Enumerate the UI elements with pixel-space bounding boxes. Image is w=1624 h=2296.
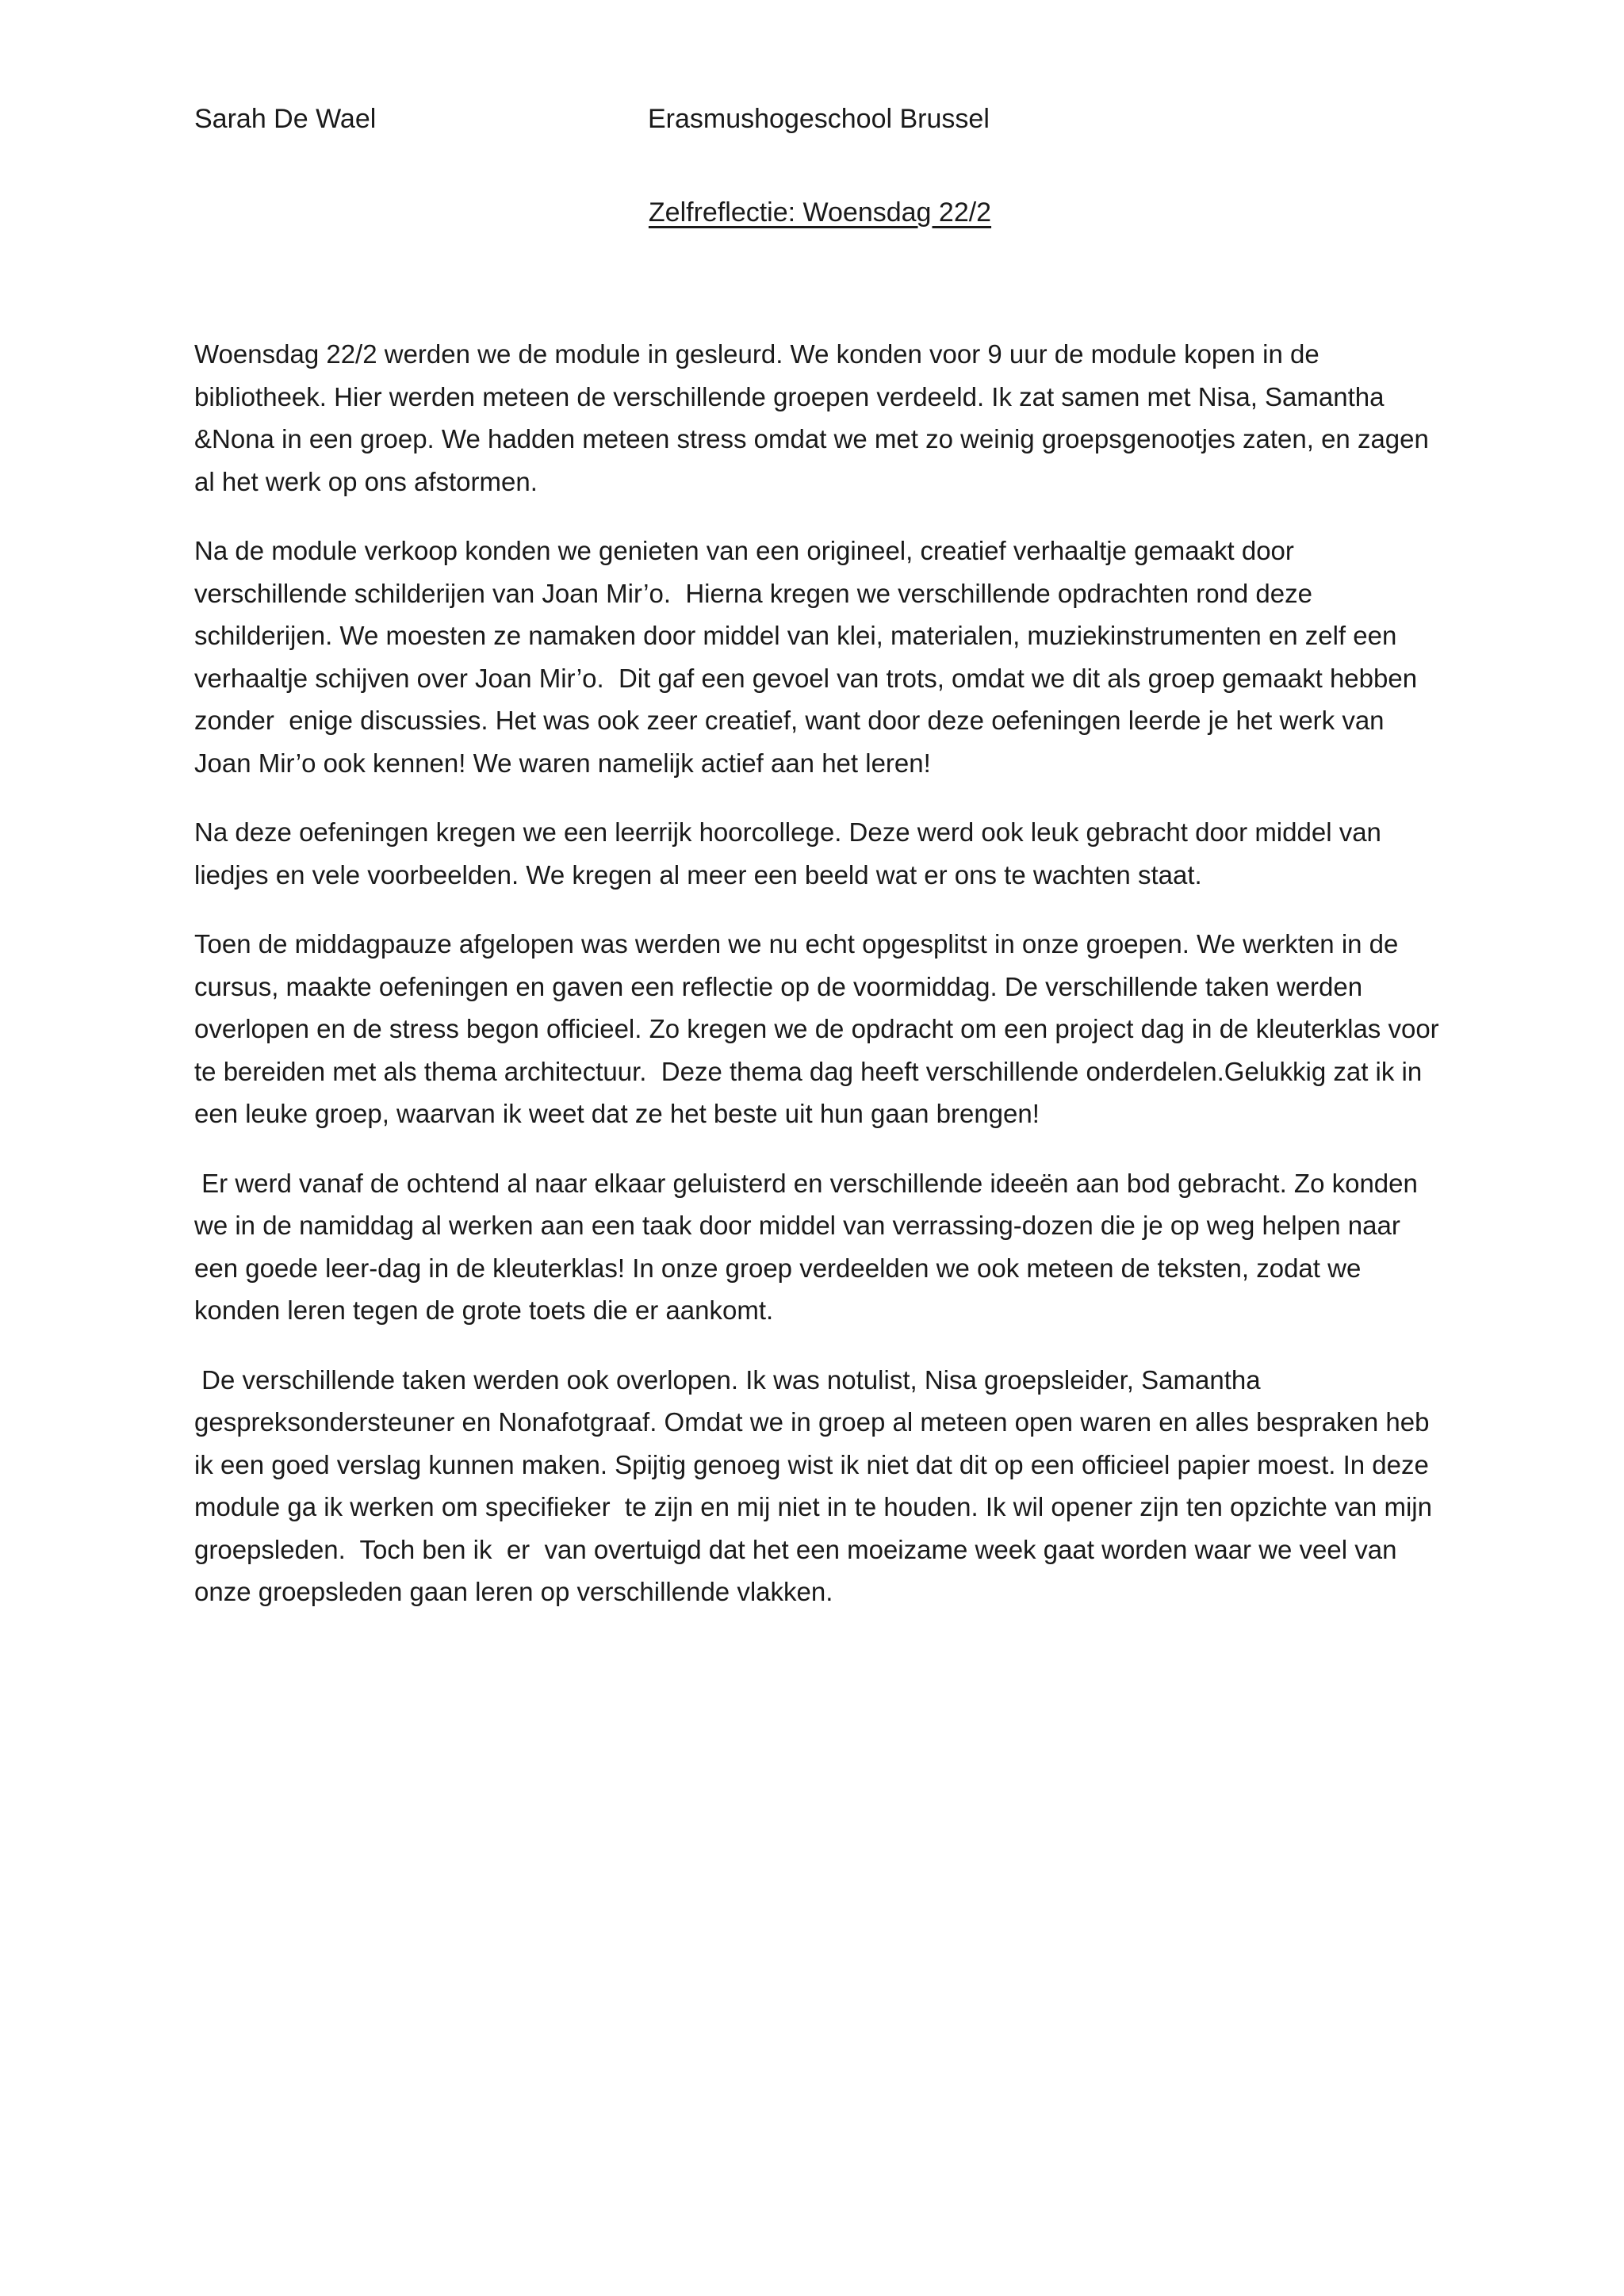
school-name: Erasmushogeschool Brussel [648, 104, 990, 134]
paragraph-6: De verschillende taken werden ook overlopen. Ik was notulist, Nisa groepsleider, Samantha gespreksondersteuner en Nonafotgraaf. Omdat we in groep al meteen open waren en alles bespraken heb ik een goed verslag kunnen maken. Spijtig genoeg wist ik niet dat dit op een officieel papier moest. In deze module ga ik werken om specifieker te zijn en mij niet in te houden. Ik wil opener zijn ten opzichte van mijn groepsleden. Toch ben ik er van overtuigd dat het een moeizame week gaat worden waar we veel van onze groepsleden gaan leren op verschillende vlakken. [194, 1364, 1440, 1606]
author-name: Sarah De Wael [194, 104, 377, 134]
paragraph-3: Na deze oefeningen kregen we een leerrijk hoorcollege. Deze werd ook leuk gebracht door middel van liedjes en vele voorbeelden. We kregen al meer een beeld wat er ons te wachten staat. [194, 817, 1389, 890]
paragraph-4: Toen de middagpauze afgelopen was werden we nu echt opgesplitst in onze groepen. We werkten in de cursus, maakte oefeningen en gaven een reflectie op de voormiddag. De verschillende taken werden overlopen en de stress begon officieel. Zo kregen we de opdracht om een project dag in de kleuterklas voor te bereiden met als thema architectuur. Deze thema dag heeft verschillende onderdelen.Gelukkig zat ik in een leuke groep, waarvan ik weet dat ze het beste uit hun gaan brengen! [194, 929, 1446, 1128]
document-body [194, 333, 1447, 1640]
paragraph-1: Woensdag 22/2 werden we de module in gesleurd. We konden voor 9 uur de module kopen in de bibliotheek. Hier werden meteen de verschillende groepen verdeeld. Ik zat samen met Nisa, Samantha &Nona in een groep. We hadden meteen stress omdat we met zo weinig groepsgenootjes zaten, en zagen al het werk op ons afstormen. [194, 339, 1437, 496]
document-title-row [0, 192, 1624, 233]
paragraph-5: Er werd vanaf de ochtend al naar elkaar geluisterd en verschillende ideeën aan bod gebracht. Zo konden we in de namiddag al werken aan een taak door middel van verrassing-dozen die je op weg helpen naar een goede leer-dag in de kleuterklas! In onze groep verdeelden we ook meteen de teksten, zodat we konden leren tegen de grote toets die er aankomt. [194, 1168, 1426, 1325]
document-title: Zelfreflectie: Woensdag 22/2 [648, 197, 992, 228]
page-header [194, 98, 1431, 140]
paragraph-2: Na de module verkoop konden we genieten van een origineel, creatief verhaaltje gemaakt door verschillende schilderijen van Joan Mir’o. Hierna kregen we verschillende opdrachten rond deze schilderijen. We moesten ze namaken door middel van klei, materialen, muziekinstrumenten en zelf een verhaaltje schijven over Joan Mir’o. Dit gaf een gevoel van trots, omdat we dit als groep gemaakt hebben zonder enige discussies. Het was ook zeer creatief, want door deze oefeningen leerde je het werk van Joan Mir’o ook kennen! We waren namelijk actief aan het leren! [194, 536, 1425, 778]
